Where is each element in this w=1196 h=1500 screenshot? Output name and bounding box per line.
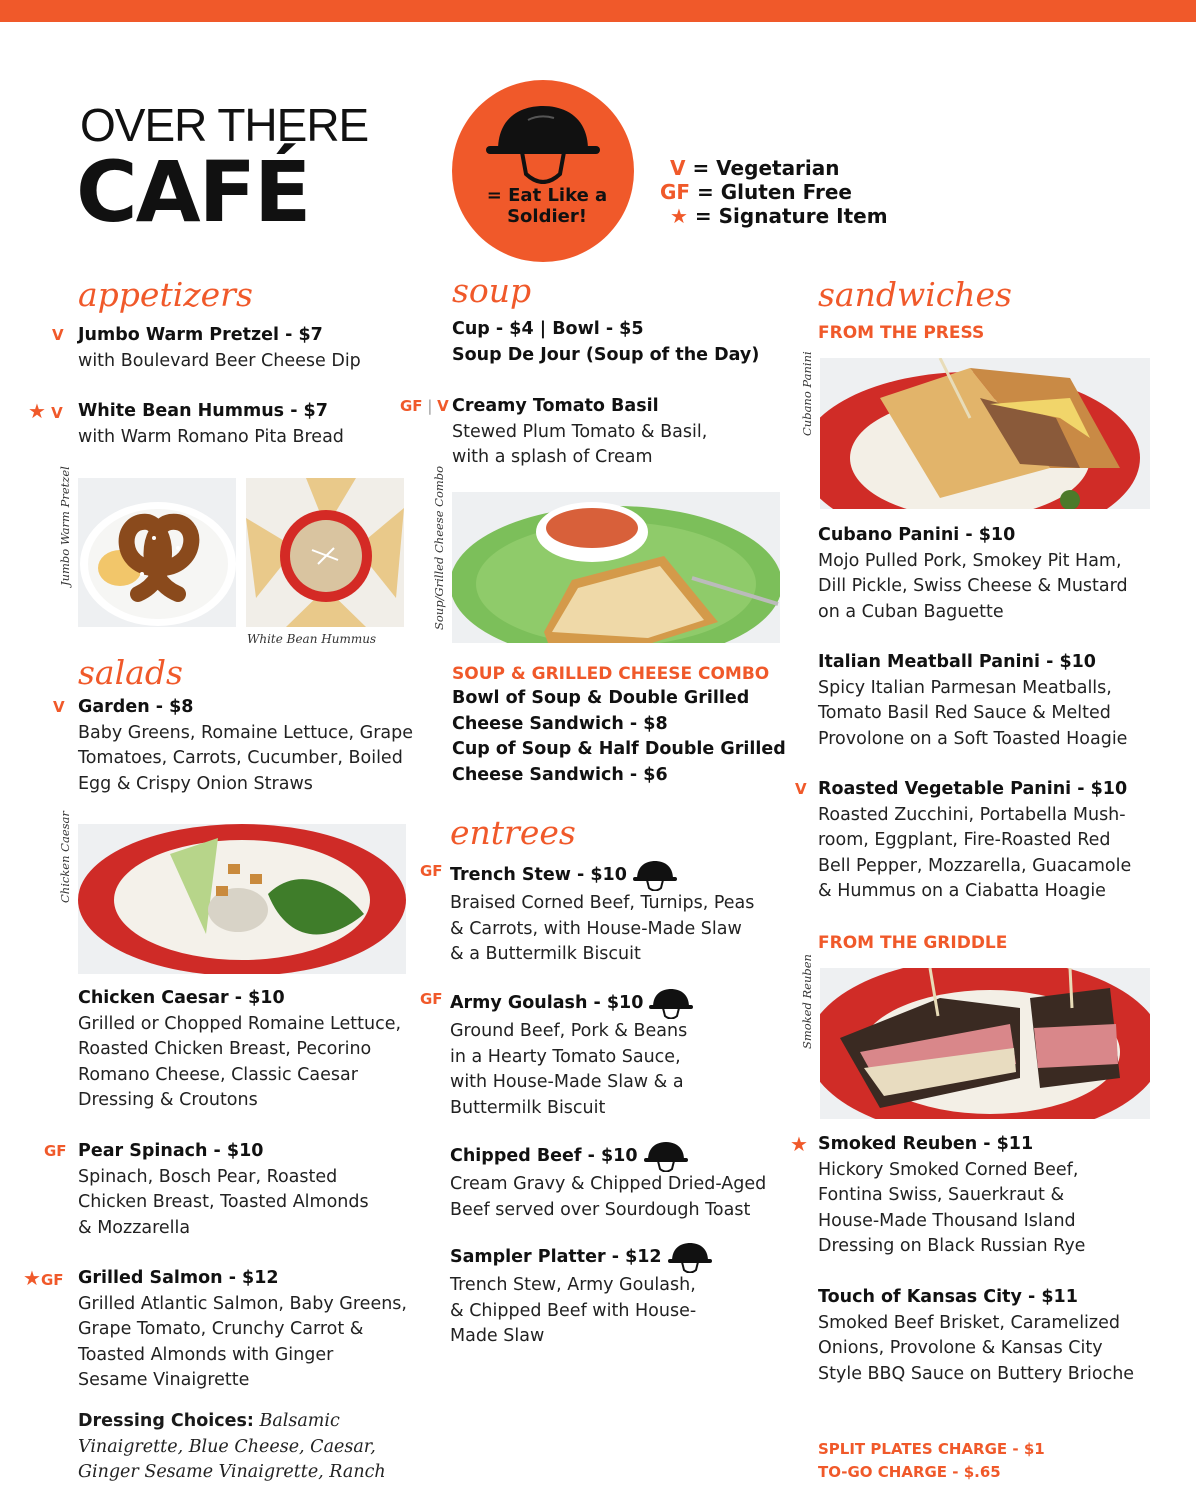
item-desc-2: Tomatoes, Carrots, Cucumber, Boiled bbox=[78, 748, 403, 768]
item-name: Roasted Vegetable Panini - $10 bbox=[818, 779, 1128, 799]
appetizers-heading: appetizers bbox=[78, 275, 253, 314]
item-desc-3: Egg & Crispy Onion Straws bbox=[78, 773, 313, 794]
salads-heading: salads bbox=[78, 653, 183, 692]
item-desc-4: Dressing & Croutons bbox=[78, 1090, 258, 1110]
item-desc-3: Style BBQ Sauce on Buttery Brioche bbox=[818, 1363, 1135, 1384]
item-desc: with Boulevard Beer Cheese Dip bbox=[78, 350, 361, 371]
cubano-photo-caption: Cubano Panini bbox=[800, 351, 814, 436]
item-desc-1: Hickory Smoked Corned Beef, bbox=[818, 1159, 1079, 1180]
entrees-heading: entrees bbox=[450, 813, 576, 852]
item-desc-2: Beef served over Sourdough Toast bbox=[450, 1199, 751, 1220]
item-desc-3: & a Buttermilk Biscuit bbox=[450, 944, 641, 964]
soup-de-jour: Soup De Jour (Soup of the Day) bbox=[452, 344, 760, 365]
item-desc-1: Trench Stew, Army Goulash, bbox=[450, 1275, 696, 1295]
pretzel-tag: V bbox=[52, 326, 64, 344]
pear-spinach-tag: GF bbox=[44, 1142, 67, 1160]
item-desc-3: Made Slaw bbox=[450, 1326, 545, 1346]
soup-combo-photo-caption: Soup/Grilled Cheese Combo bbox=[432, 465, 446, 630]
pretzel-photo-caption: Jumbo Warm Pretzel bbox=[58, 466, 72, 586]
item-desc-2: Grape Tomato, Crunchy Carrot & bbox=[78, 1319, 364, 1339]
hummus-tags bbox=[28, 399, 63, 426]
item-desc-1: Baby Greens, Romaine Lettuce, Grape bbox=[78, 722, 414, 743]
from-the-griddle-label: FROM THE GRIDDLE bbox=[818, 933, 1008, 953]
soup-price-line: Cup - $4 | Bowl - $5 bbox=[452, 319, 644, 339]
soldier-helmet-icon bbox=[649, 987, 693, 1019]
item-desc-4: Buttermilk Biscuit bbox=[450, 1097, 606, 1118]
to-go-charge: TO-GO CHARGE - $.65 bbox=[818, 1463, 1001, 1481]
item-name: Pear Spinach - $10 bbox=[78, 1141, 264, 1161]
garden-tag: V bbox=[53, 698, 65, 716]
item-desc-1: Smoked Beef Brisket, Caramelized bbox=[818, 1312, 1120, 1333]
menu-item-roasted-vegetable-panini bbox=[818, 777, 1131, 905]
menu-item-chipped-beef bbox=[450, 1140, 766, 1223]
menu-item-garden bbox=[78, 695, 413, 797]
item-desc-1: Roasted Zucchini, Portabella Mush- bbox=[818, 804, 1126, 825]
item-desc-1: Braised Corned Beef, Turnips, Peas bbox=[450, 893, 755, 913]
cafe-title-line1: OVER THERE bbox=[80, 99, 369, 151]
item-name: Chicken Caesar - $10 bbox=[78, 988, 285, 1008]
menu-item-touch-of-kansas-city bbox=[818, 1285, 1134, 1387]
smoked-reuben-tag bbox=[790, 1132, 808, 1159]
item-desc-1: Spinach, Bosch Pear, Roasted bbox=[78, 1166, 338, 1187]
eat-like-a-soldier-badge bbox=[452, 80, 634, 262]
caesar-photo-caption: Chicken Caesar bbox=[58, 811, 72, 903]
menu-item-cubano-panini bbox=[818, 523, 1128, 625]
item-desc-2: Tomato Basil Red Sauce & Melted bbox=[818, 703, 1111, 723]
soldier-helmet-icon bbox=[668, 1241, 712, 1273]
item-desc-3: Bell Pepper, Mozzarella, Guacamole bbox=[818, 855, 1132, 876]
roasted-vegetable-tag: V bbox=[795, 780, 807, 798]
menu-item-hummus bbox=[78, 399, 344, 450]
item-name: Army Goulash - $10 bbox=[450, 993, 644, 1013]
legend-text-star: = Signature Item bbox=[694, 204, 888, 228]
item-desc-2: Chicken Breast, Toasted Almonds bbox=[78, 1192, 369, 1212]
tomato-basil-tags: GF | V bbox=[400, 397, 449, 415]
item-name: Trench Stew - $10 bbox=[450, 865, 627, 885]
item-name: Jumbo Warm Pretzel - $7 bbox=[78, 325, 323, 345]
soldier-helmet-icon bbox=[644, 1140, 688, 1172]
charges bbox=[818, 1438, 1045, 1484]
item-name: Cubano Panini - $10 bbox=[818, 525, 1016, 545]
menu-item-army-goulash bbox=[450, 987, 693, 1121]
soup-prices bbox=[452, 317, 759, 368]
top-accent-bar bbox=[0, 0, 1196, 22]
item-desc-3: on a Cuban Baguette bbox=[818, 601, 1004, 622]
item-name: Touch of Kansas City - $11 bbox=[818, 1287, 1078, 1307]
dressing-line-1: Balsamic bbox=[259, 1411, 340, 1431]
combo-line-4: Cheese Sandwich - $6 bbox=[452, 764, 668, 785]
pretzel-photo bbox=[78, 478, 236, 627]
item-desc-4: & Hummus on a Ciabatta Hoagie bbox=[818, 881, 1106, 901]
menu-item-pear-spinach bbox=[78, 1139, 369, 1241]
legend-key-gf: GF bbox=[660, 180, 691, 204]
caesar-photo bbox=[78, 824, 406, 974]
tag-v: V bbox=[437, 397, 449, 415]
combo-options bbox=[452, 686, 786, 788]
item-desc-3: Romano Cheese, Classic Caesar bbox=[78, 1064, 358, 1085]
hummus-photo bbox=[246, 478, 404, 627]
item-name: White Bean Hummus - $7 bbox=[78, 401, 328, 421]
tag-gf: GF bbox=[40, 1271, 64, 1289]
item-desc-2: Fontina Swiss, Sauerkraut & bbox=[818, 1185, 1065, 1205]
legend-key-v: V bbox=[670, 156, 686, 180]
item-desc: with Warm Romano Pita Bread bbox=[78, 426, 344, 447]
item-name: Sampler Platter - $12 bbox=[450, 1247, 662, 1267]
item-desc-4: Sesame Vinaigrette bbox=[78, 1370, 250, 1390]
dressing-label: Dressing Choices: bbox=[78, 1411, 254, 1431]
item-name: Creamy Tomato Basil bbox=[452, 396, 659, 416]
soup-heading: soup bbox=[452, 271, 532, 310]
hummus-photo-caption: White Bean Hummus bbox=[247, 632, 377, 646]
item-desc-2: Onions, Provolone & Kansas City bbox=[818, 1338, 1103, 1358]
item-desc-2: in a Hearty Tomato Sauce, bbox=[450, 1046, 681, 1067]
item-desc-2: & Carrots, with House-Made Slaw bbox=[450, 918, 742, 939]
item-desc-2: Dill Pickle, Swiss Cheese & Mustard bbox=[818, 576, 1128, 596]
menu-item-pretzel bbox=[78, 323, 361, 374]
dressing-line-2: Vinaigrette, Blue Cheese, Caesar, bbox=[78, 1436, 376, 1457]
menu-item-italian-meatball-panini bbox=[818, 650, 1127, 752]
menu-item-grilled-salmon bbox=[78, 1266, 407, 1394]
soldier-helmet-icon bbox=[633, 859, 677, 891]
tag-gf: GF bbox=[400, 397, 423, 415]
item-desc-1: Cream Gravy & Chipped Dried-Aged bbox=[450, 1174, 767, 1194]
dressing-line-3: Ginger Sesame Vinaigrette, Ranch bbox=[78, 1462, 386, 1482]
combo-line-1: Bowl of Soup & Double Grilled bbox=[452, 688, 750, 708]
legend-star-icon: ★ bbox=[670, 204, 688, 228]
item-name: Italian Meatball Panini - $10 bbox=[818, 652, 1096, 672]
split-plates-charge: SPLIT PLATES CHARGE - $1 bbox=[818, 1440, 1045, 1458]
item-desc-1: Grilled or Chopped Romaine Lettuce, bbox=[78, 1013, 402, 1034]
item-name: Garden - $8 bbox=[78, 697, 194, 717]
from-the-press-label: FROM THE PRESS bbox=[818, 323, 985, 343]
salmon-tags bbox=[23, 1266, 64, 1293]
army-goulash-tag: GF bbox=[420, 990, 443, 1008]
legend bbox=[660, 156, 888, 228]
item-desc-3: House-Made Thousand Island bbox=[818, 1210, 1076, 1231]
item-desc-3: Provolone on a Soft Toasted Hoagie bbox=[818, 728, 1128, 749]
legend-text-gf: = Gluten Free bbox=[697, 180, 852, 204]
reuben-photo bbox=[820, 968, 1150, 1119]
cubano-photo bbox=[820, 358, 1150, 509]
legend-text-v: = Vegetarian bbox=[692, 156, 840, 180]
menu-item-creamy-tomato-basil bbox=[452, 394, 707, 471]
signature-star-icon: ★ bbox=[28, 399, 46, 423]
item-name: Smoked Reuben - $11 bbox=[818, 1134, 1034, 1154]
item-name: Chipped Beef - $10 bbox=[450, 1146, 638, 1166]
menu-item-chicken-caesar bbox=[78, 986, 401, 1114]
soup-combo-photo bbox=[452, 492, 780, 643]
item-desc-2: with a splash of Cream bbox=[452, 447, 653, 467]
combo-line-3: Cup of Soup & Half Double Grilled bbox=[452, 739, 786, 759]
menu-item-trench-stew bbox=[450, 859, 754, 968]
item-desc-1: Spicy Italian Parmesan Meatballs, bbox=[818, 677, 1112, 698]
menu-item-sampler-platter bbox=[450, 1241, 712, 1350]
signature-star-icon: ★ bbox=[23, 1266, 41, 1290]
item-desc-1: Mojo Pulled Pork, Smokey Pit Ham, bbox=[818, 550, 1122, 571]
trench-stew-tag: GF bbox=[420, 862, 443, 880]
combo-title: SOUP & GRILLED CHEESE COMBO bbox=[452, 664, 770, 684]
tag-v: V bbox=[51, 404, 63, 422]
sandwiches-heading: sandwiches bbox=[818, 275, 1012, 314]
badge-text: = Eat Like a Soldier! bbox=[486, 185, 608, 227]
item-desc-2: Roasted Chicken Breast, Pecorino bbox=[78, 1039, 372, 1059]
combo-line-2: Cheese Sandwich - $8 bbox=[452, 713, 668, 734]
item-desc-1: Ground Beef, Pork & Beans bbox=[450, 1021, 688, 1041]
cafe-title-line2: CAFÉ bbox=[76, 143, 310, 241]
item-desc-4: Dressing on Black Russian Rye bbox=[818, 1236, 1086, 1256]
menu-item-smoked-reuben bbox=[818, 1132, 1085, 1260]
item-desc-3: & Mozzarella bbox=[78, 1217, 191, 1238]
item-desc-3: Toasted Almonds with Ginger bbox=[78, 1344, 334, 1365]
signature-star-icon: ★ bbox=[790, 1132, 808, 1156]
item-desc-2: room, Eggplant, Fire-Roasted Red bbox=[818, 830, 1111, 850]
item-desc-1: Grilled Atlantic Salmon, Baby Greens, bbox=[78, 1293, 407, 1314]
soldier-helmet-icon bbox=[484, 98, 602, 184]
item-desc-1: Stewed Plum Tomato & Basil, bbox=[452, 421, 708, 442]
item-desc-3: with House-Made Slaw & a bbox=[450, 1072, 684, 1092]
reuben-photo-caption: Smoked Reuben bbox=[800, 954, 814, 1049]
item-name: Grilled Salmon - $12 bbox=[78, 1268, 279, 1288]
dressing-choices bbox=[78, 1409, 386, 1486]
item-desc-2: & Chipped Beef with House- bbox=[450, 1300, 697, 1321]
